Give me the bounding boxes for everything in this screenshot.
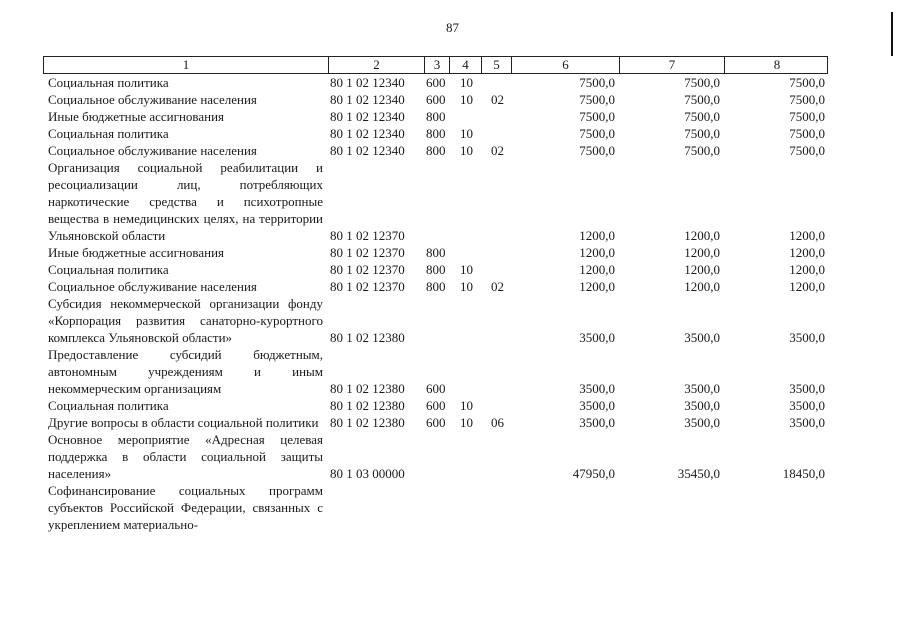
row-expense-type: 800 [426, 279, 446, 294]
row-name: Социальная политика [48, 126, 169, 141]
row-amount-col8: 3500,0 [789, 381, 825, 396]
row-amount-col6: 7500,0 [579, 109, 615, 124]
row-name: Предоставление субсидий бюджетным, автономным учреждениям и иным некоммерческим организациям [48, 347, 323, 396]
row-amount-col7: 1200,0 [684, 245, 720, 260]
row-amount-col6: 1200,0 [579, 228, 615, 243]
row-name: Иные бюджетные ассигнования [48, 109, 225, 124]
row-amount-col7: 7500,0 [684, 126, 720, 141]
row-amount-col8: 3500,0 [789, 415, 825, 430]
table-row [43, 244, 828, 261]
row-amount-col8: 7500,0 [789, 75, 825, 90]
budget-table [43, 56, 828, 533]
row-name: Основное мероприятие «Адресная целевая поддержка в области социальной защиты населения» [48, 432, 323, 481]
row-amount-col6: 1200,0 [579, 279, 615, 294]
row-expense-type: 600 [426, 415, 446, 430]
table-row [43, 482, 828, 533]
row-expense-type: 800 [426, 126, 446, 141]
table-row [43, 414, 828, 431]
row-subsection: 02 [491, 92, 504, 107]
row-expense-type: 600 [426, 381, 446, 396]
table-row [43, 74, 828, 91]
row-name: Социальное обслуживание населения [48, 279, 257, 294]
margin-mark [891, 12, 893, 56]
row-amount-col8: 7500,0 [789, 143, 825, 158]
row-section: 10 [460, 415, 473, 430]
table-row [43, 125, 828, 142]
row-code: 80 1 02 12340 [330, 109, 405, 124]
table-row [43, 91, 828, 108]
row-expense-type: 800 [426, 143, 446, 158]
header-col-8: 8 [724, 57, 829, 73]
row-amount-col6: 3500,0 [579, 415, 615, 430]
table-row [43, 159, 828, 244]
row-section: 10 [460, 92, 473, 107]
row-code: 80 1 02 12380 [330, 330, 405, 345]
row-amount-col8: 3500,0 [789, 330, 825, 345]
table-body [43, 74, 828, 533]
row-amount-col6: 1200,0 [579, 245, 615, 260]
row-name: Иные бюджетные ассигнования [48, 245, 225, 260]
row-name: Социальное обслуживание населения [48, 143, 257, 158]
row-amount-col7: 3500,0 [684, 381, 720, 396]
row-amount-col6: 3500,0 [579, 330, 615, 345]
row-amount-col7: 7500,0 [684, 143, 720, 158]
header-col-3: 3 [424, 57, 449, 73]
row-amount-col7: 3500,0 [684, 398, 720, 413]
row-section: 10 [460, 75, 473, 90]
table-row [43, 142, 828, 159]
row-name: Социальная политика [48, 75, 169, 90]
row-amount-col8: 1200,0 [789, 245, 825, 260]
row-code: 80 1 02 12370 [330, 279, 405, 294]
row-section: 10 [460, 143, 473, 158]
row-amount-col7: 3500,0 [684, 330, 720, 345]
header-col-5: 5 [481, 57, 511, 73]
header-col-4: 4 [449, 57, 481, 73]
row-amount-col8: 1200,0 [789, 228, 825, 243]
header-col-7: 7 [619, 57, 724, 73]
row-amount-col7: 7500,0 [684, 75, 720, 90]
header-col-2: 2 [328, 57, 424, 73]
row-amount-col6: 7500,0 [579, 75, 615, 90]
row-amount-col8: 7500,0 [789, 109, 825, 124]
row-code: 80 1 02 12340 [330, 126, 405, 141]
row-amount-col7: 1200,0 [684, 279, 720, 294]
row-code: 80 1 02 12370 [330, 262, 405, 277]
table-row [43, 295, 828, 346]
row-name: Другие вопросы в области социальной политики [48, 415, 319, 430]
row-name: Организация социальной реабилитации и ресоциализации лиц, потребляющих наркотические средства и психотропные вещества в немедицинских целях, на территории Ульяновской области [48, 160, 323, 243]
table-row [43, 397, 828, 414]
row-code: 80 1 02 12380 [330, 381, 405, 396]
table-row [43, 278, 828, 295]
header-col-1: 1 [182, 57, 190, 72]
table-header [43, 56, 828, 74]
row-name: Социальная политика [48, 398, 169, 413]
row-amount-col8: 3500,0 [789, 398, 825, 413]
row-amount-col7: 35450,0 [677, 466, 720, 481]
row-amount-col7: 3500,0 [684, 415, 720, 430]
row-amount-col6: 3500,0 [579, 398, 615, 413]
table-row [43, 431, 828, 482]
row-expense-type: 600 [426, 75, 446, 90]
table-row [43, 346, 828, 397]
row-amount-col7: 1200,0 [684, 228, 720, 243]
row-amount-col7: 7500,0 [684, 109, 720, 124]
header-col-6: 6 [511, 57, 619, 73]
row-amount-col8: 1200,0 [789, 279, 825, 294]
row-name: Социальное обслуживание населения [48, 92, 257, 107]
table-row [43, 108, 828, 125]
row-expense-type: 800 [426, 245, 446, 260]
row-section: 10 [460, 398, 473, 413]
row-amount-col6: 1200,0 [579, 262, 615, 277]
row-code: 80 1 03 00000 [330, 466, 405, 481]
page-number: 87 [446, 20, 459, 35]
row-amount-col6: 7500,0 [579, 126, 615, 141]
row-code: 80 1 02 12380 [330, 415, 405, 430]
row-amount-col6: 47950,0 [572, 466, 615, 481]
row-code: 80 1 02 12370 [330, 228, 405, 243]
row-section: 10 [460, 126, 473, 141]
row-amount-col7: 7500,0 [684, 92, 720, 107]
row-amount-col8: 18450,0 [782, 466, 825, 481]
row-expense-type: 800 [426, 109, 446, 124]
row-code: 80 1 02 12370 [330, 245, 405, 260]
row-code: 80 1 02 12340 [330, 143, 405, 158]
table-row [43, 261, 828, 278]
row-amount-col6: 3500,0 [579, 381, 615, 396]
row-name: Субсидия некоммерческой организации фонду «Корпорация развития санаторно-курортного комплекса Ульяновской области» [48, 296, 323, 345]
row-section: 10 [460, 279, 473, 294]
row-expense-type: 600 [426, 398, 446, 413]
row-amount-col8: 1200,0 [789, 262, 825, 277]
row-code: 80 1 02 12340 [330, 75, 405, 90]
row-section: 10 [460, 262, 473, 277]
row-code: 80 1 02 12380 [330, 398, 405, 413]
row-amount-col8: 7500,0 [789, 126, 825, 141]
row-amount-col6: 7500,0 [579, 92, 615, 107]
row-amount-col7: 1200,0 [684, 262, 720, 277]
row-subsection: 06 [491, 415, 504, 430]
row-name: Софинансирование социальных программ субъектов Российской Федерации, связанных с укреплением материально- [48, 483, 323, 532]
row-expense-type: 600 [426, 92, 446, 107]
row-code: 80 1 02 12340 [330, 92, 405, 107]
row-amount-col6: 7500,0 [579, 143, 615, 158]
row-name: Социальная политика [48, 262, 169, 277]
row-expense-type: 800 [426, 262, 446, 277]
row-subsection: 02 [491, 143, 504, 158]
row-amount-col8: 7500,0 [789, 92, 825, 107]
row-subsection: 02 [491, 279, 504, 294]
